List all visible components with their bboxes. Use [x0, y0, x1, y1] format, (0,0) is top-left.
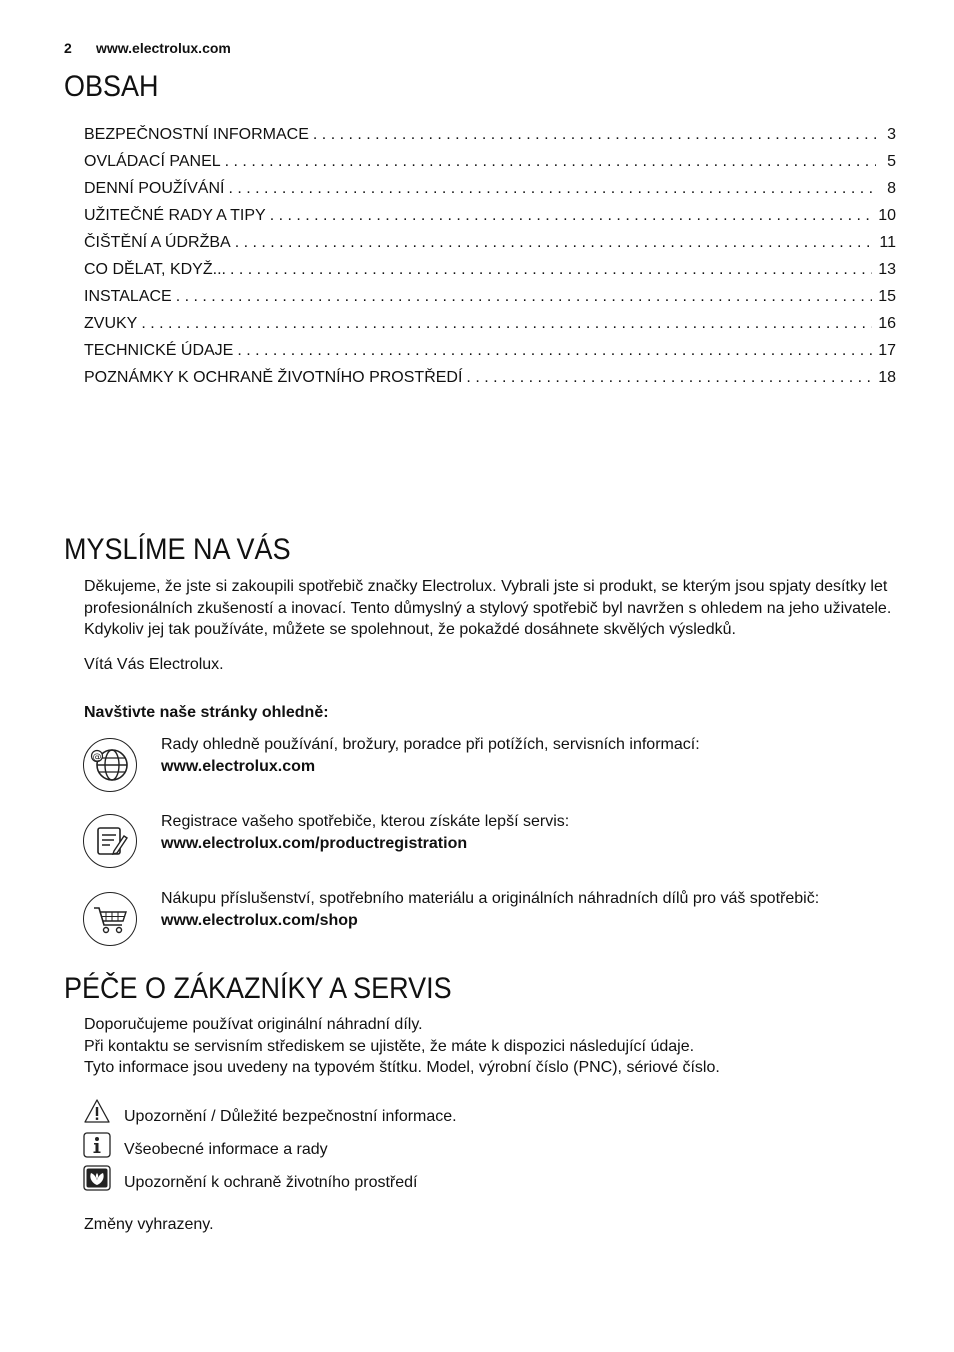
visit-heading: Navštivte naše stránky ohledně:: [84, 704, 329, 721]
toc-item[interactable]: [84, 315, 896, 342]
toc-item[interactable]: [84, 261, 896, 288]
service-line: Tyto informace jsou uvedeny na typovém štítku. Model, výrobní číslo (PNC), sériové číslo.: [84, 1059, 720, 1076]
link-row-shop: [161, 888, 819, 932]
toc-item[interactable]: [84, 153, 896, 180]
link-url[interactable]: www.electrolux.com: [161, 758, 316, 775]
toc-leader: [225, 153, 876, 171]
toc-item-page: 17: [878, 342, 896, 359]
toc-item-page: 11: [879, 234, 896, 251]
toc-item-label: POZNÁMKY K OCHRANĚ ŽIVOTNÍHO PROSTŘEDÍ: [84, 369, 463, 386]
link-url[interactable]: www.electrolux.com/productregistration: [161, 835, 468, 852]
toc-item[interactable]: [84, 288, 896, 315]
link-row-support: [161, 734, 700, 778]
site-url[interactable]: www.electrolux.com: [96, 40, 231, 56]
toc-item-page: 16: [878, 315, 896, 332]
svg-text:@: @: [92, 752, 102, 763]
toc-item-label: OVLÁDACÍ PANEL: [84, 153, 221, 170]
toc-item-page: 10: [878, 207, 896, 224]
toc-item-label: UŽITEČNÉ RADY A TIPY: [84, 207, 266, 224]
footer-note: Změny vyhrazeny.: [84, 1216, 214, 1233]
toc-item-page: 15: [878, 288, 896, 305]
toc-item-page: 8: [887, 180, 896, 197]
registration-form-icon: [83, 814, 137, 868]
toc-item-page: 3: [887, 126, 896, 143]
toc-leader: [141, 315, 872, 333]
toc-leader: [176, 288, 872, 306]
toc-item[interactable]: [84, 180, 896, 207]
toc-leader: [466, 369, 872, 387]
info-icon: [83, 1132, 111, 1158]
toc-item[interactable]: [84, 234, 896, 261]
thinking-title: MYSLÍME NA VÁS: [64, 533, 291, 566]
toc-item-page: 18: [878, 369, 896, 386]
shopping-cart-icon: [83, 892, 137, 946]
link-description: Registrace vašeho spotřebiče, kterou získáte lepší servis:: [161, 813, 570, 830]
toc-item[interactable]: [84, 207, 896, 234]
toc-item[interactable]: [84, 369, 896, 396]
toc-item-label: TECHNICKÉ ÚDAJE: [84, 342, 234, 359]
page-number: 2: [64, 40, 72, 56]
toc-leader: [270, 207, 873, 225]
note-warning: Upozornění / Důležité bezpečnostní informace.: [124, 1108, 457, 1125]
toc-item[interactable]: [84, 342, 896, 369]
toc-item[interactable]: [84, 126, 896, 153]
toc-leader: [230, 261, 872, 279]
environment-icon: [83, 1165, 111, 1191]
toc-item-label: CO DĚLAT, KDYŽ...: [84, 261, 226, 278]
toc-item-page: 13: [878, 261, 896, 278]
toc-leader: [313, 126, 876, 144]
note-info: Všeobecné informace a rady: [124, 1141, 328, 1158]
toc-item-label: BEZPEČNOSTNÍ INFORMACE: [84, 126, 309, 143]
warning-icon: [83, 1098, 111, 1124]
toc-leader: [235, 234, 874, 252]
link-row-registration: [161, 811, 569, 855]
toc-leader: [228, 180, 876, 198]
service-line: Doporučujeme používat originální náhradní díly.: [84, 1016, 423, 1033]
table-of-contents: [84, 126, 896, 396]
service-line: Při kontaktu se servisním střediskem se ujistěte, že máte k dispozici následující údaje.: [84, 1037, 695, 1055]
globe-icon: [83, 738, 137, 792]
toc-item-page: 5: [887, 153, 896, 170]
toc-item-label: ZVUKY: [84, 315, 138, 332]
toc-leader: [237, 342, 872, 360]
link-url[interactable]: www.electrolux.com/shop: [161, 912, 358, 929]
intro-paragraph: Děkujeme, že jste si zakoupili spotřebič značky Electrolux. Vybrali jste si produkt, se kterým jsou spjaty desítky let profesionálních zkušeností a inovací. Tento důmyslný a stylový spotřebič byl navržen s ohledem na jeho uživatele. Kdykoliv jej tak používáte, můžete se spolehnout, že pokaždé dosáhnete skvělých výsledků.: [84, 578, 892, 638]
welcome-text: Vítá Vás Electrolux.: [84, 656, 224, 673]
link-description: Rady ohledně používání, brožury, poradce při potížích, servisních informací:: [161, 736, 700, 753]
toc-item-label: ČIŠTĚNÍ A ÚDRŽBA: [84, 234, 231, 251]
toc-item-label: DENNÍ POUŽÍVÁNÍ: [84, 180, 225, 197]
service-info: [84, 1014, 904, 1079]
service-title: PÉČE O ZÁKAZNÍKY A SERVIS: [64, 972, 452, 1005]
toc-item-label: INSTALACE: [84, 288, 172, 305]
link-description: Nákupu příslušenství, spotřebního materiálu a originálních náhradních dílů pro váš spotřebič:: [161, 890, 820, 907]
toc-title: OBSAH: [64, 70, 159, 103]
note-environment: Upozornění k ochraně životního prostředí: [124, 1174, 418, 1191]
